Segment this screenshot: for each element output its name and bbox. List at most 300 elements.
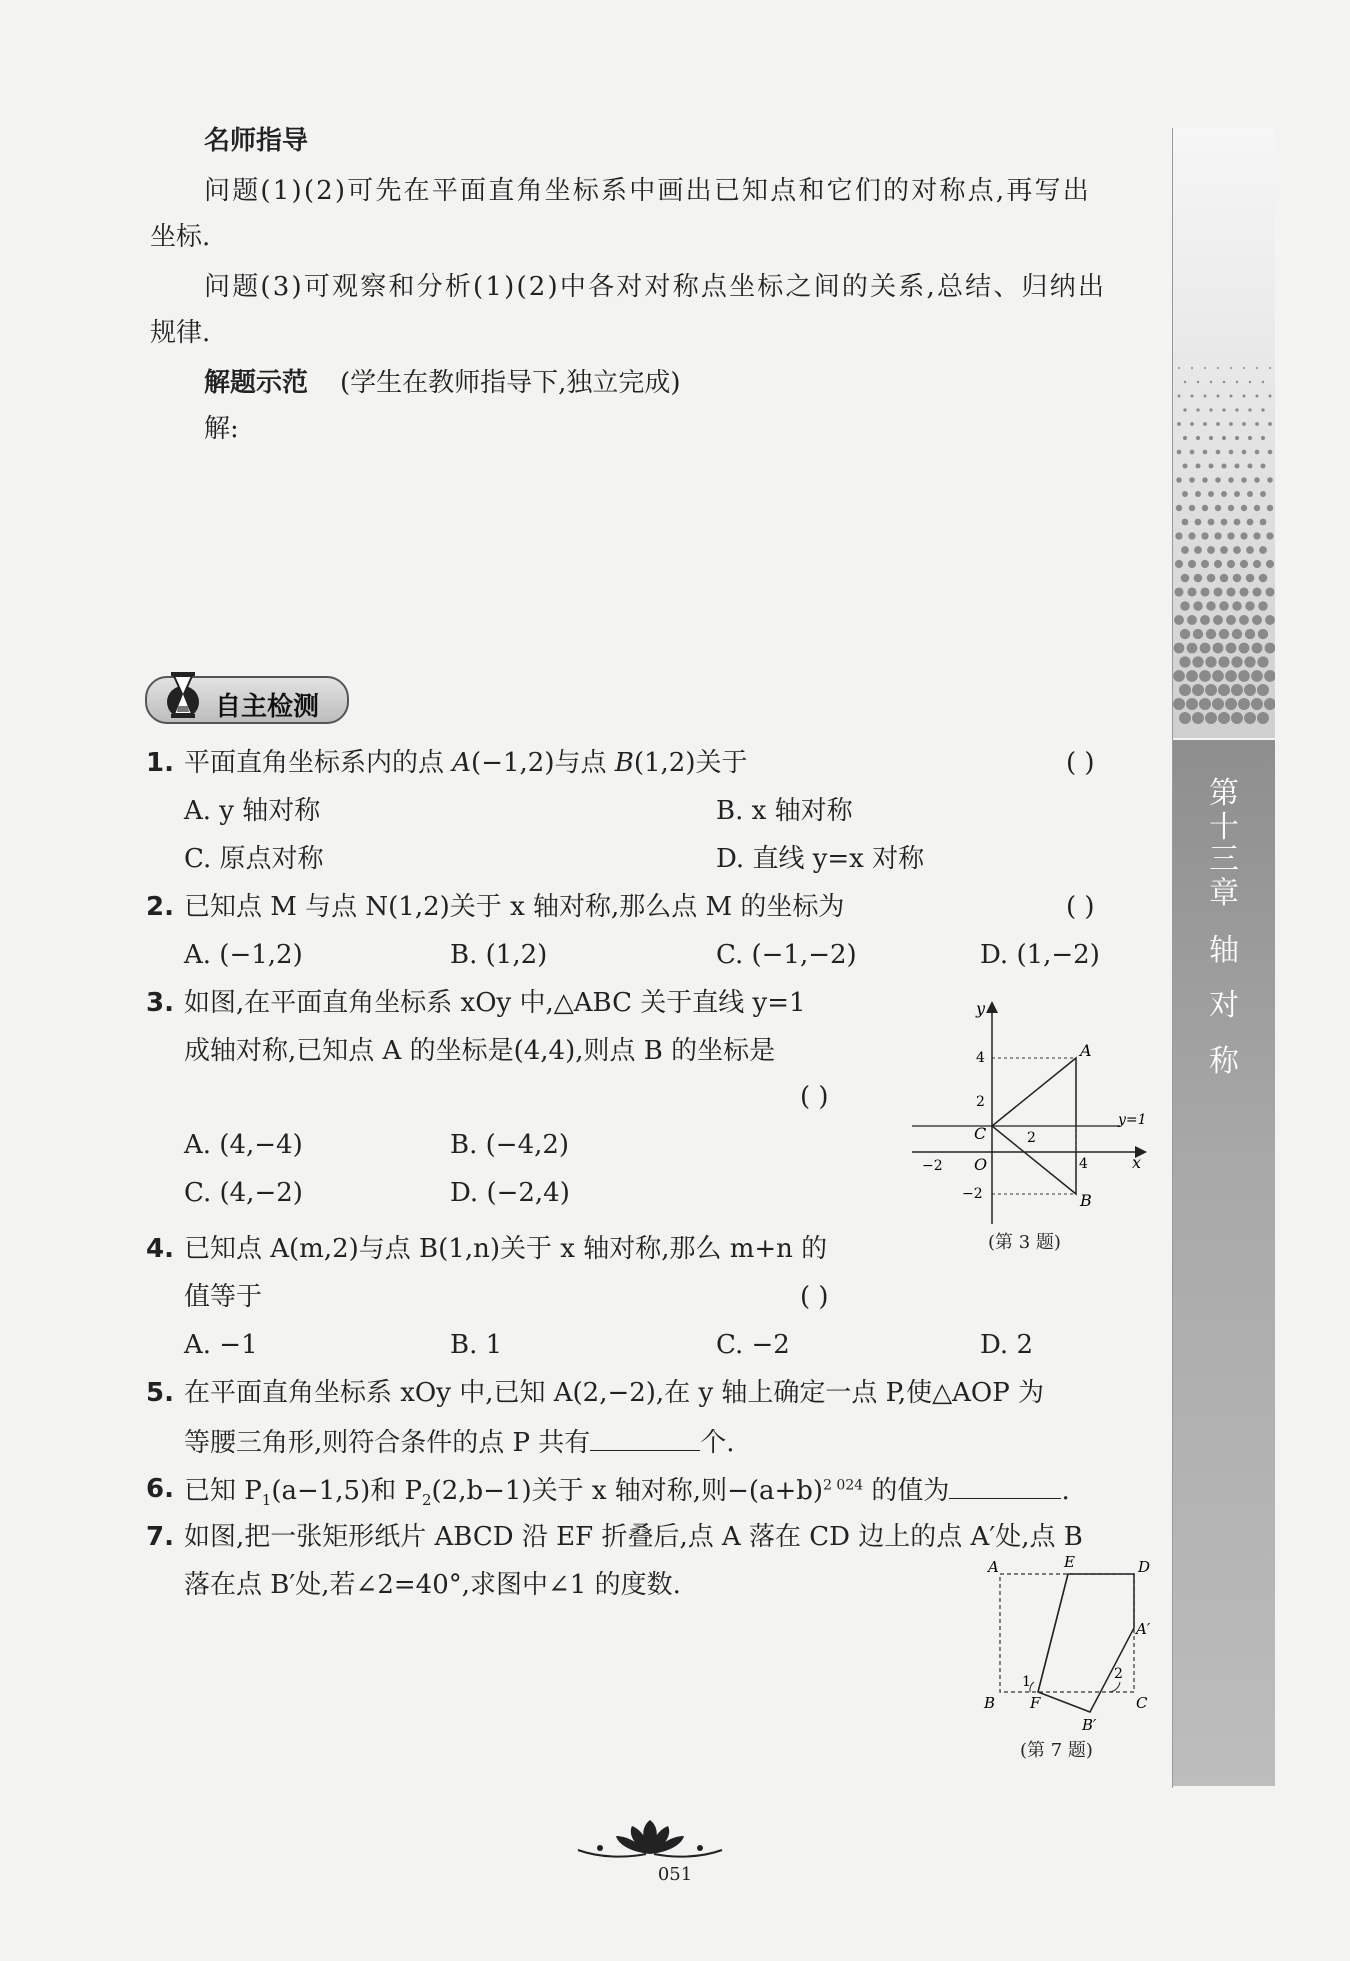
halftone-dot bbox=[1196, 408, 1199, 411]
halftone-dot bbox=[1242, 450, 1247, 455]
halftone-dot bbox=[1230, 367, 1232, 369]
halftone-dot bbox=[1219, 601, 1228, 610]
halftone-dot bbox=[1182, 463, 1187, 468]
chapter-char: 第 bbox=[1209, 776, 1239, 811]
halftone-dot bbox=[1226, 587, 1235, 596]
sidebar-chapter-tab bbox=[1173, 740, 1275, 1786]
halftone-dot bbox=[1193, 601, 1202, 610]
halftone-dot bbox=[1213, 643, 1224, 654]
halftone-dot bbox=[1218, 684, 1230, 696]
halftone-dot bbox=[1220, 574, 1229, 583]
halftone-dot bbox=[1265, 615, 1275, 625]
halftone-dot bbox=[1247, 519, 1254, 526]
halftone-dot bbox=[1247, 491, 1253, 497]
fig-tick: 4 bbox=[976, 1050, 985, 1066]
halftone-dot bbox=[1234, 519, 1241, 526]
halftone-dot bbox=[1208, 491, 1214, 497]
halftone-dot bbox=[1174, 615, 1184, 625]
fold-line-ef bbox=[1038, 1574, 1068, 1692]
answer-paren: ( ) bbox=[800, 1282, 829, 1312]
question-number: 3. bbox=[146, 988, 174, 1018]
halftone-dot bbox=[1245, 629, 1255, 639]
halftone-dot bbox=[1238, 698, 1250, 710]
halftone-dot bbox=[1267, 505, 1273, 511]
halftone-dot bbox=[1252, 643, 1263, 654]
stem-part: 的值为 bbox=[863, 1476, 950, 1506]
halftone-dot bbox=[1245, 601, 1254, 610]
halftone-dot bbox=[1246, 546, 1254, 554]
question-stem: 已知点 A(m,2)与点 B(1,n)关于 x 轴对称,那么 m+n 的 bbox=[184, 1234, 828, 1264]
halftone-dot bbox=[1174, 643, 1185, 654]
fig-angle-2: 2 bbox=[1114, 1666, 1123, 1682]
hourglass-icon bbox=[165, 666, 201, 726]
figure-caption: (第 3 题) bbox=[988, 1232, 1061, 1253]
halftone-dot bbox=[1214, 560, 1222, 568]
stem-part: (2,b−1)关于 x 轴对称,则−(a+b) bbox=[431, 1476, 824, 1506]
halftone-dot bbox=[1213, 615, 1223, 625]
fig-angle-1: 1 bbox=[1022, 1674, 1031, 1690]
option-c: C. (4,−2) bbox=[184, 1178, 303, 1208]
solution-note: (学生在教师指导下,独立完成) bbox=[340, 368, 681, 398]
halftone-dot bbox=[1222, 408, 1225, 411]
question-stem bbox=[184, 1476, 1070, 1508]
halftone-dot bbox=[1179, 684, 1191, 696]
halftone-dot bbox=[1233, 574, 1242, 583]
option-a: A. −1 bbox=[184, 1330, 258, 1360]
halftone-dot bbox=[1177, 422, 1181, 426]
halftone-dot bbox=[1212, 670, 1224, 682]
halftone-dot bbox=[1190, 450, 1195, 455]
halftone-dot bbox=[1254, 505, 1260, 511]
halftone-dot bbox=[1257, 712, 1269, 724]
halftone-dot bbox=[1182, 519, 1189, 526]
option-d: D. (−2,4) bbox=[450, 1178, 570, 1208]
halftone-dot bbox=[1178, 395, 1181, 398]
halftone-dot bbox=[1229, 422, 1233, 426]
angle-2-arc bbox=[1110, 1682, 1120, 1692]
answer-paren: ( ) bbox=[1066, 892, 1095, 922]
halftone-dot bbox=[1188, 560, 1196, 568]
halftone-dot bbox=[1267, 477, 1273, 483]
chapter-char: 三 bbox=[1209, 842, 1239, 877]
halftone-dot bbox=[1199, 698, 1211, 710]
question-number: 4. bbox=[146, 1234, 174, 1264]
halftone-dot bbox=[1256, 395, 1259, 398]
guidance-line: 规律. bbox=[150, 318, 211, 348]
halftone-dot bbox=[1192, 656, 1203, 667]
option-c: C. −2 bbox=[716, 1330, 790, 1360]
halftone-dot bbox=[1173, 670, 1185, 682]
halftone-dot bbox=[1262, 381, 1264, 383]
fig-label-f: F bbox=[1030, 1694, 1041, 1712]
option-a: A. (−1,2) bbox=[184, 940, 303, 970]
halftone-dot bbox=[1200, 615, 1210, 625]
question-stem: 值等于 bbox=[184, 1282, 263, 1312]
halftone-dot bbox=[1194, 574, 1203, 583]
halftone-dot bbox=[1219, 629, 1229, 639]
halftone-dot bbox=[1204, 367, 1206, 369]
halftone-dot bbox=[1181, 546, 1189, 554]
halftone-dot bbox=[1231, 656, 1242, 667]
halftone-dot bbox=[1223, 381, 1225, 383]
halftone-dot bbox=[1209, 408, 1212, 411]
answer-paren: ( ) bbox=[800, 1082, 829, 1112]
halftone-dot bbox=[1208, 463, 1213, 468]
chapter-sidebar bbox=[1172, 128, 1275, 1788]
fig-tick: 2 bbox=[976, 1094, 985, 1110]
option-b: B. 1 bbox=[450, 1330, 503, 1360]
halftone-dot bbox=[1206, 601, 1215, 610]
halftone-dot bbox=[1244, 656, 1255, 667]
fill-in-blank[interactable] bbox=[949, 1476, 1061, 1499]
halftone-dot bbox=[1175, 532, 1182, 539]
halftone-dot bbox=[1173, 698, 1185, 710]
question-stem bbox=[184, 750, 747, 776]
fig-tick: −2 bbox=[962, 1186, 983, 1202]
fill-in-blank[interactable] bbox=[590, 1428, 700, 1451]
halftone-dot bbox=[1260, 491, 1266, 497]
halftone-dot bbox=[1221, 463, 1226, 468]
halftone-dot bbox=[1210, 381, 1212, 383]
halftone-dot bbox=[1264, 670, 1275, 682]
halftone-dot bbox=[1268, 422, 1272, 426]
halftone-dot bbox=[1248, 408, 1251, 411]
halftone-dot bbox=[1226, 643, 1237, 654]
halftone-dot bbox=[1187, 587, 1196, 596]
halftone-dot bbox=[1212, 698, 1224, 710]
halftone-dot bbox=[1192, 712, 1204, 724]
halftone-dot bbox=[1236, 381, 1238, 383]
halftone-dot bbox=[1194, 546, 1202, 554]
halftone-dot bbox=[1193, 629, 1203, 639]
fig-label-b: B bbox=[984, 1694, 996, 1712]
option-b: B. (1,2) bbox=[450, 940, 548, 970]
halftone-dot bbox=[1228, 505, 1234, 511]
halftone-dot bbox=[1248, 436, 1252, 440]
folded-shape bbox=[1038, 1574, 1134, 1712]
halftone-dot bbox=[1205, 712, 1217, 724]
option-c: C. 原点对称 bbox=[184, 844, 324, 874]
halftone-dot bbox=[1192, 684, 1204, 696]
halftone-dot bbox=[1182, 491, 1188, 497]
halftone-dot bbox=[1216, 450, 1221, 455]
halftone-dot bbox=[1233, 546, 1241, 554]
halftone-dot bbox=[1238, 670, 1250, 682]
halftone-dot bbox=[1239, 587, 1248, 596]
halftone-dot bbox=[1206, 629, 1216, 639]
halftone-dot bbox=[1249, 381, 1251, 383]
halftone-dot bbox=[1201, 560, 1209, 568]
halftone-dot bbox=[1179, 656, 1190, 667]
stem-part: 个. bbox=[700, 1428, 735, 1458]
halftone-dot bbox=[1208, 519, 1215, 526]
halftone-dot bbox=[1244, 712, 1256, 724]
halftone-dot bbox=[1225, 670, 1237, 682]
halftone-dot bbox=[1218, 656, 1229, 667]
halftone-dot bbox=[1261, 408, 1264, 411]
halftone-dot bbox=[1186, 698, 1198, 710]
halftone-dot bbox=[1229, 450, 1234, 455]
halftone-dot bbox=[1200, 643, 1211, 654]
halftone-dot bbox=[1239, 643, 1250, 654]
option-c: C. (−1,−2) bbox=[716, 940, 857, 970]
fig-label-b: B bbox=[1080, 1191, 1092, 1210]
halftone-dot bbox=[1227, 532, 1234, 539]
chapter-char: 对 bbox=[1209, 988, 1239, 1023]
halftone-dot bbox=[1259, 574, 1268, 583]
halftone-dot bbox=[1243, 367, 1245, 369]
subscript: 2 bbox=[422, 1491, 432, 1510]
halftone-dot bbox=[1202, 505, 1208, 511]
guidance-line: 问题(1)(2)可先在平面直角坐标系中画出已知点和它们的对称点,再写出 bbox=[204, 176, 1091, 206]
question-stem bbox=[184, 1428, 735, 1456]
halftone-dot bbox=[1216, 422, 1220, 426]
halftone-dot bbox=[1197, 381, 1199, 383]
halftone-dot bbox=[1254, 477, 1260, 483]
halftone-dot bbox=[1220, 546, 1228, 554]
halftone-dot bbox=[1205, 684, 1217, 696]
halftone-dot bbox=[1221, 491, 1227, 497]
chapter-char: 称 bbox=[1209, 1044, 1239, 1079]
halftone-dot bbox=[1177, 450, 1182, 455]
superscript: 2 024 bbox=[823, 1477, 864, 1494]
option-a: A. (4,−4) bbox=[184, 1130, 303, 1160]
halftone-dot bbox=[1241, 505, 1247, 511]
halftone-dot bbox=[1226, 615, 1236, 625]
answer-label: 解: bbox=[204, 414, 239, 444]
halftone-dot bbox=[1186, 670, 1198, 682]
halftone-dot bbox=[1183, 436, 1187, 440]
halftone-dot bbox=[1195, 519, 1202, 526]
option-d: D. 2 bbox=[980, 1330, 1033, 1360]
halftone-dot bbox=[1253, 532, 1260, 539]
halftone-dot bbox=[1234, 491, 1240, 497]
halftone-dot bbox=[1255, 450, 1260, 455]
stem-part: (a−1,5)和 P bbox=[271, 1476, 422, 1506]
halftone-dot bbox=[1240, 532, 1247, 539]
halftone-dot bbox=[1191, 395, 1194, 398]
fig-label-e: E bbox=[1064, 1553, 1075, 1571]
answer-paren: ( ) bbox=[1066, 748, 1095, 778]
halftone-dot bbox=[1240, 560, 1248, 568]
halftone-dot bbox=[1215, 477, 1221, 483]
halftone-dot bbox=[1180, 601, 1189, 610]
halftone-dot bbox=[1264, 698, 1275, 710]
halftone-dot bbox=[1188, 532, 1195, 539]
stem-part: A bbox=[452, 748, 472, 778]
halftone-dot bbox=[1251, 670, 1263, 682]
halftone-dot bbox=[1256, 367, 1258, 369]
halftone-dot bbox=[1195, 463, 1200, 468]
halftone-dot bbox=[1225, 698, 1237, 710]
halftone-dot bbox=[1196, 436, 1200, 440]
halftone-dot bbox=[1201, 532, 1208, 539]
halftone-dot bbox=[1189, 505, 1195, 511]
halftone-dot bbox=[1218, 712, 1230, 724]
halftone-dot bbox=[1255, 422, 1259, 426]
halftone-dot bbox=[1253, 560, 1261, 568]
chapter-char: 十 bbox=[1209, 810, 1239, 845]
halftone-dot bbox=[1241, 477, 1247, 483]
halftone-dot bbox=[1266, 532, 1273, 539]
halftone-dot bbox=[1234, 463, 1239, 468]
stem-part: (1,2)关于 bbox=[633, 748, 748, 778]
halftone-dot bbox=[1257, 684, 1269, 696]
question-number: 5. bbox=[146, 1378, 174, 1408]
stem-part: (−1,2)与点 bbox=[471, 748, 615, 778]
fig-tick: 2 bbox=[1027, 1130, 1036, 1146]
halftone-dot bbox=[1266, 560, 1274, 568]
subscript: 1 bbox=[261, 1491, 272, 1510]
halftone-dot bbox=[1174, 587, 1183, 596]
halftone-dot bbox=[1232, 601, 1241, 610]
halftone-dot bbox=[1235, 436, 1239, 440]
halftone-dot bbox=[1203, 450, 1208, 455]
question-number: 2. bbox=[146, 892, 174, 922]
floral-ornament-icon bbox=[570, 1818, 730, 1862]
dot-pattern-decor bbox=[1173, 128, 1275, 738]
halftone-dot bbox=[1221, 519, 1228, 526]
halftone-dot bbox=[1207, 546, 1215, 554]
section-badge bbox=[145, 676, 349, 724]
guidance-line: 坐标. bbox=[150, 222, 211, 252]
fig-label-c: C bbox=[974, 1124, 987, 1143]
question-stem: 在平面直角坐标系 xOy 中,已知 A(2,−2),在 y 轴上确定一点 P,使△AOP 为 bbox=[184, 1378, 1045, 1408]
page-number: 051 bbox=[657, 1864, 693, 1885]
option-a: A. y 轴对称 bbox=[184, 796, 321, 826]
halftone-dot bbox=[1232, 629, 1242, 639]
figure-q7 bbox=[980, 1552, 1160, 1742]
halftone-dot bbox=[1190, 422, 1194, 426]
halftone-dot bbox=[1181, 574, 1190, 583]
stem-part: B bbox=[614, 748, 634, 778]
halftone-dot bbox=[1189, 477, 1195, 483]
fig-label-a: A bbox=[1080, 1041, 1092, 1060]
fig-tick: −2 bbox=[922, 1158, 943, 1174]
halftone-dot bbox=[1265, 643, 1275, 654]
halftone-dot bbox=[1227, 560, 1235, 568]
question-stem: 落在点 B′处,若∠2=40°,求图中∠1 的度数. bbox=[184, 1570, 681, 1600]
fig-label-a-prime: A′ bbox=[1136, 1620, 1151, 1638]
halftone-dot bbox=[1214, 532, 1221, 539]
halftone-dot bbox=[1231, 712, 1243, 724]
halftone-dot bbox=[1207, 574, 1216, 583]
halftone-dot bbox=[1258, 601, 1267, 610]
halftone-dot bbox=[1244, 684, 1256, 696]
guidance-heading: 名师指导 bbox=[204, 126, 309, 156]
question-stem: 成轴对称,已知点 A 的坐标是(4,4),则点 B 的坐标是 bbox=[184, 1036, 776, 1066]
solution-heading: 解题示范 bbox=[204, 368, 309, 398]
halftone-dot bbox=[1176, 505, 1182, 511]
section-badge-label: 自主检测 bbox=[215, 692, 320, 722]
stem-part: 等腰三角形,则符合条件的点 P 共有 bbox=[184, 1428, 591, 1458]
halftone-dot bbox=[1217, 395, 1220, 398]
halftone-dot bbox=[1252, 587, 1261, 596]
halftone-dot bbox=[1261, 436, 1265, 440]
halftone-dot bbox=[1247, 463, 1252, 468]
fig-label-b-prime: B′ bbox=[1082, 1716, 1097, 1734]
halftone-dot bbox=[1243, 395, 1246, 398]
halftone-dot bbox=[1269, 367, 1271, 369]
stem-part: 平面直角坐标系内的点 bbox=[184, 748, 453, 778]
halftone-dot bbox=[1251, 698, 1263, 710]
halftone-dot bbox=[1252, 615, 1262, 625]
fig-label-x: x bbox=[1132, 1153, 1142, 1172]
halftone-dot bbox=[1215, 505, 1221, 511]
fig-label-c: C bbox=[1136, 1694, 1148, 1712]
halftone-dot bbox=[1180, 629, 1190, 639]
question-stem: 如图,把一张矩形纸片 ABCD 沿 EF 折叠后,点 A 落在 CD 边上的点 A′处,点 B bbox=[184, 1522, 1083, 1552]
halftone-dot bbox=[1265, 587, 1274, 596]
fig-label-d: D bbox=[1138, 1558, 1151, 1576]
option-b: B. x 轴对称 bbox=[716, 796, 853, 826]
halftone-dot bbox=[1209, 436, 1213, 440]
halftone-dot bbox=[1242, 422, 1246, 426]
halftone-dot bbox=[1204, 395, 1207, 398]
halftone-dot bbox=[1269, 395, 1272, 398]
chapter-char: 章 bbox=[1209, 876, 1239, 911]
figure-q3 bbox=[912, 994, 1152, 1244]
halftone-dot bbox=[1176, 477, 1182, 483]
halftone-dot bbox=[1199, 670, 1211, 682]
halftone-dot bbox=[1231, 684, 1243, 696]
fig-label-o: O bbox=[974, 1155, 988, 1174]
halftone-dot bbox=[1268, 450, 1273, 455]
halftone-dot bbox=[1260, 519, 1267, 526]
question-number: 1. bbox=[146, 748, 174, 778]
fig-label-line: y=1 bbox=[1118, 1112, 1147, 1128]
halftone-dot bbox=[1178, 367, 1180, 369]
halftone-dot bbox=[1222, 436, 1226, 440]
fig-label-a: A bbox=[988, 1558, 999, 1576]
halftone-dot bbox=[1200, 587, 1209, 596]
halftone-dot bbox=[1187, 643, 1198, 654]
guidance-line: 问题(3)可观察和分析(1)(2)中各对对称点坐标之间的关系,总结、归纳出 bbox=[204, 272, 1107, 302]
halftone-dot bbox=[1257, 656, 1268, 667]
halftone-dot bbox=[1217, 367, 1219, 369]
question-stem: 如图,在平面直角坐标系 xOy 中,△ABC 关于直线 y=1 bbox=[184, 988, 806, 1018]
halftone-dot bbox=[1202, 477, 1208, 483]
halftone-dot bbox=[1239, 615, 1249, 625]
halftone-dot bbox=[1260, 463, 1265, 468]
halftone-dot bbox=[1258, 629, 1268, 639]
halftone-dot bbox=[1195, 491, 1201, 497]
halftone-dot bbox=[1187, 615, 1197, 625]
halftone-dot bbox=[1205, 656, 1216, 667]
halftone-dot bbox=[1230, 395, 1233, 398]
option-d: D. 直线 y=x 对称 bbox=[716, 844, 925, 874]
chapter-char: 轴 bbox=[1209, 933, 1239, 968]
halftone-dot bbox=[1228, 477, 1234, 483]
halftone-dot bbox=[1184, 381, 1186, 383]
fig-label-y: y bbox=[976, 999, 986, 1018]
stem-part: 已知 P bbox=[184, 1476, 262, 1506]
halftone-dot bbox=[1179, 712, 1191, 724]
halftone-dot bbox=[1246, 574, 1255, 583]
halftone-dot bbox=[1259, 546, 1267, 554]
question-stem: 已知点 M 与点 N(1,2)关于 x 轴对称,那么点 M 的坐标为 bbox=[184, 892, 845, 922]
halftone-dot bbox=[1203, 422, 1207, 426]
halftone-dot bbox=[1235, 408, 1238, 411]
option-b: B. (−4,2) bbox=[450, 1130, 570, 1160]
question-number: 6. bbox=[146, 1474, 174, 1504]
stem-part: . bbox=[1061, 1476, 1070, 1506]
halftone-dot bbox=[1213, 587, 1222, 596]
fig-tick: 4 bbox=[1079, 1156, 1088, 1172]
figure-caption: (第 7 题) bbox=[1020, 1740, 1093, 1761]
halftone-dot bbox=[1183, 408, 1186, 411]
sidebar-decor bbox=[1173, 128, 1275, 738]
